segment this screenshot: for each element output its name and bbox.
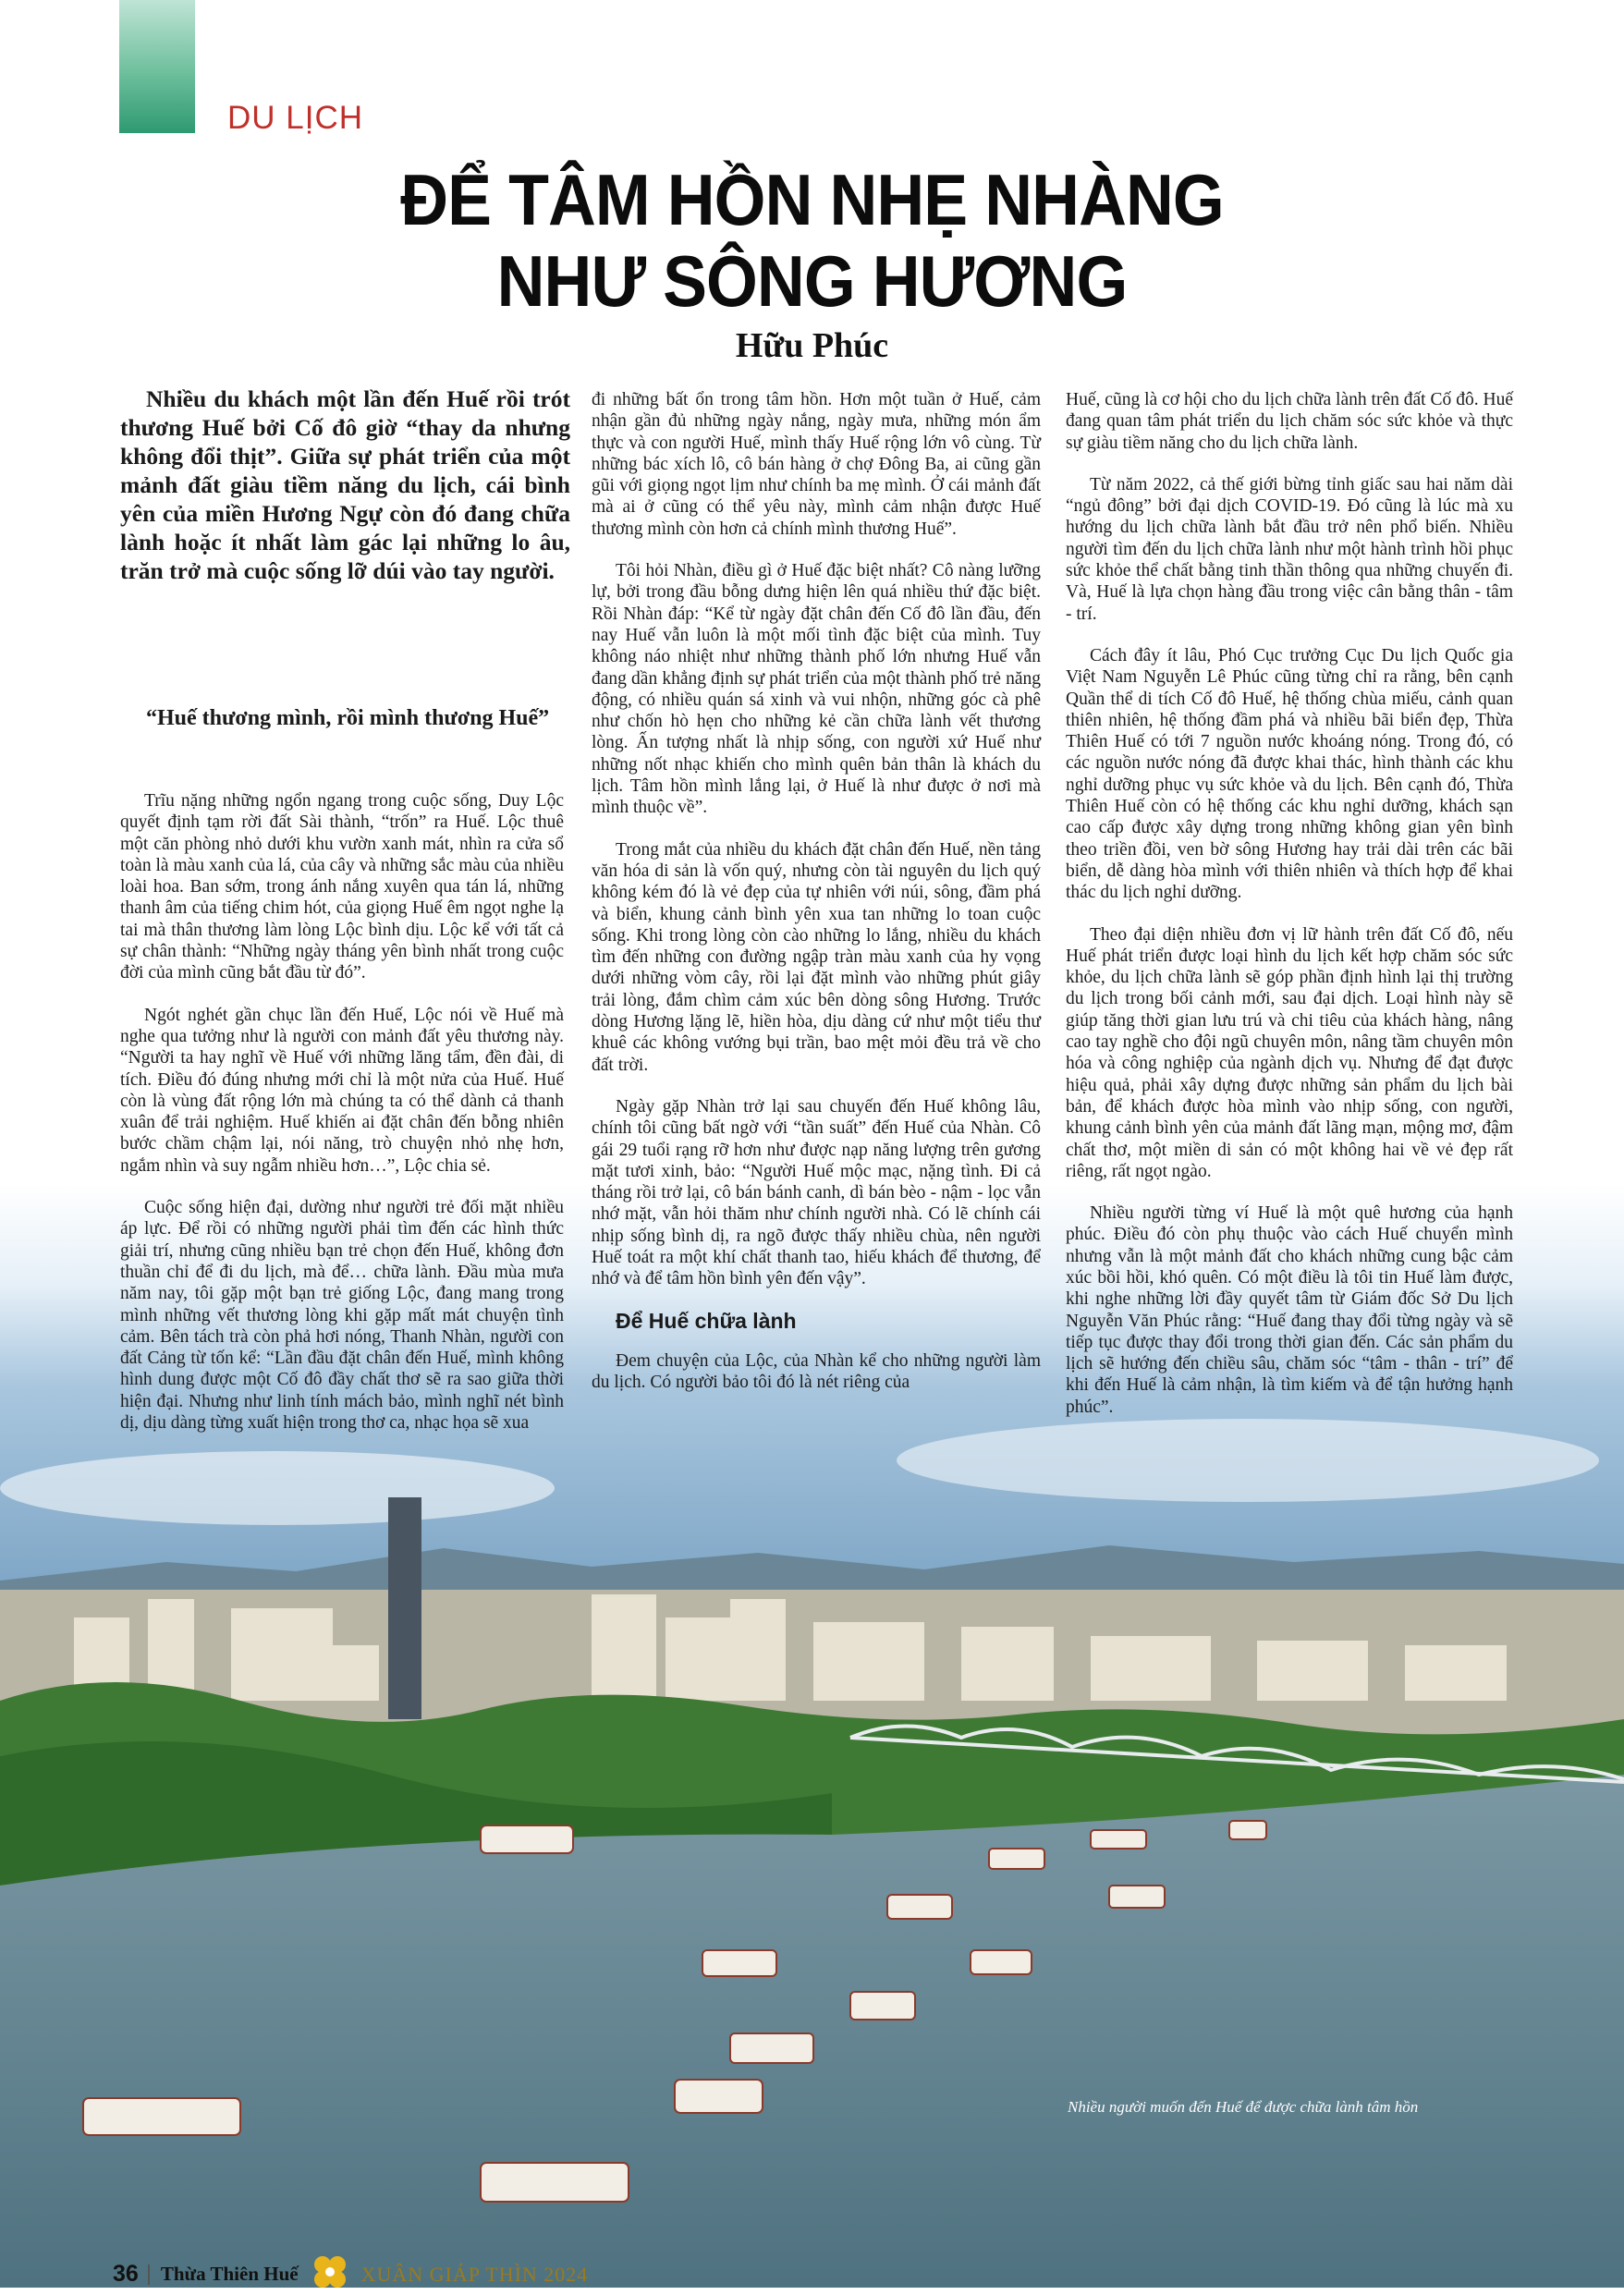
column-1 [120, 790, 564, 1454]
page-footer [113, 2253, 588, 2295]
subheading-hue-thuong-minh: “Huế thương mình, rồi mình thương Huế” [146, 706, 550, 730]
paragraph: Theo đại diện nhiều đơn vị lữ hành trên đất Cố đô, nếu Huế phát triển được loại hình du lịch kết hợp chăm sóc sức khỏe, du lịch chữa lành sẽ góp phần định hình lại thị trường du lịch trong bối cảnh mới, sau đại dịch. Loại hình này sẽ giúp tăng thời gian lưu trú và chi tiêu của khách hàng, nâng cao tay nghề cho đội ngũ chuyên môn, nâng tầm chuyên môn hóa và công nghiệp của ngành dịch vụ. Nhưng để đạt được hiệu quả, phải xây dựng được những sản phẩm du lịch bài bản, để khách được hòa mình vào nhịp sống, con người, khung cảnh bình yên của mảnh đất lãng mạn, mộng mơ, đậm chất thơ, một miền di sản có một không hai về vẻ đẹp rất riêng, rất ngọt ngào. [1066, 924, 1513, 1181]
paragraph: Từ năm 2022, cả thế giới bừng tỉnh giấc sau hai năm dài “ngủ đông” bởi đại dịch COVID-19. Đó cũng là lúc mà xu hướng du lịch chữa lành bắt đầu trở nên phổ biến. Nhiều người tìm đến du lịch chữa lành như một hành trình hồi phục sức khỏe thể chất bằng tinh thần thông qua những chuyến đi. Và, Huế là lựa chọn hàng đầu trong việc cân bằng thân - tâm - trí. [1066, 474, 1513, 624]
section-label: DU LỊCH [227, 100, 364, 136]
paragraph: Tôi hỏi Nhàn, điều gì ở Huế đặc biệt nhất? Cô nàng lưỡng lự, bởi trong đầu bỗng dưng hiện lên quá nhiều thứ đặc biệt. Rồi Nhàn đáp: “Kể từ ngày đặt chân đến Cố đô lần đầu, đến nay Huế vẫn luôn là một mối tình đặc biệt của mình. Tuy không náo nhiệt như những thành phố lớn nhưng Huế vẫn đang dần khẳng định sự phát triển của một thành phố trẻ năng động, có nhiều quán sá xinh và vui nhộn, những góc cà phê như chốn hò hẹn cho những kẻ cần chữa lành vết thương lòng. Ấn tượng nhất là nhịp sống, con người xứ Huế như những nốt nhạc khiến cho mình quên bản thân là khách du lịch. Tâm hồn mình lắng lại, ở Huế là như được ở nơi mà mình thuộc về”. [592, 561, 1041, 818]
paragraph: Huế, cũng là cơ hội cho du lịch chữa lành trên đất Cố đô. Huế đang quan tâm phát triển du lịch chăm sóc sức khỏe và thực sự giàu tiềm năng cho du lịch chữa lành. [1066, 390, 1513, 453]
flower-logo-icon [310, 2253, 350, 2295]
section-color-bar [119, 0, 195, 133]
paragraph: Đem chuyện của Lộc, của Nhàn kể cho những người làm du lịch. Có người bảo tôi đó là nét riêng của [592, 1350, 1041, 1393]
article-title [65, 159, 1558, 322]
paragraph: Cuộc sống hiện đại, dường như người trẻ đối mặt nhiều áp lực. Để rồi có những người phải tìm đến các hình thức giải trí, nhưng cũng nhiều bạn trẻ chọn đến Huế, không đơn thuần chỉ để đi du lịch, mà để… chữa lành. Đầu mùa mưa năm nay, tôi gặp một bạn trẻ giống Lộc, đang mang trong mình những vết thương lòng khi gặp mất mát chuyện tình cảm. Bên tách trà còn phả hơi nóng, Thanh Nhàn, người con đất Cảng từ tốn kể: “Lần đầu đặt chân đến Huế, mình không hình dung được một Cố đô đầy chất thơ sẽ ra sao giữa thời hiện đại. Nhưng như linh tính mách bảo, mình nghĩ nét bình dị, dịu dàng từng xuất hiện trong thơ ca, nhạc họa sẽ xua [120, 1198, 564, 1434]
page-number: 36 [113, 2261, 139, 2287]
paragraph: đi những bất ổn trong tâm hồn. Hơn một tuần ở Huế, cảm nhận gần đủ những ngày nắng, ngày mưa, những món ẩm thực và con người Huế, mình thấy Huế rộng lớn vô cùng. Từ những bác xích lô, cô bán hàng ở chợ Đông Ba, ai cũng gần gũi với giọng ngọt lịm như chính ba mẹ mình. Ở cái mảnh đất mà ai ở cũng có thể yêu này, mình cảm nhận được Huế thương mình còn hơn cả chính mình thương Huế”. [592, 390, 1041, 539]
paragraph: Trĩu nặng những ngổn ngang trong cuộc sống, Duy Lộc quyết định tạm rời đất Sài thành, “trốn” ra Huế. Lộc thuê một căn phòng nhỏ dưới khu vườn xanh mát, nhìn ra cửa sổ toàn là màu xanh của lá, của cây và những sắc màu của nhiều loài hoa. Ban sớm, trong ánh nắng xuyên qua tán lá, những thanh âm của tiếng chim hót, của giọng Huế êm ngọt nghe lạ tai mà thân thương làm lòng Lộc bình dịu. Lộc kể với tất cả sự chân thành: “Những ngày tháng yên bình nhất trong cuộc đời của mình cũng bắt đầu từ đó”. [120, 791, 564, 983]
subheading-de-hue-chua-lanh: Để Huế chữa lành [616, 1308, 797, 1333]
paragraph: Ngót nghét gần chục lần đến Huế, Lộc nói về Huế mà nghe qua tưởng như là người con mảnh đất yêu thương này. “Người ta hay nghĩ về Huế với những lăng tẩm, đền đài, di tích. Điều đó đúng nhưng mới chỉ là một nửa của Huế. Huế còn là vùng đất rộng lớn mà chúng ta có thể dành cả thanh xuân để trải nghiệm. Huế khiến ai đặt chân đến bỗng nhiên bước chầm chậm lại, nói năng, trò chuyện nhỏ nhẹ hơn, ngắm nhìn và suy ngẫm nhiều hơn…”, Lộc chia sẻ. [120, 1005, 564, 1176]
magazine-name: Thừa Thiên Huế [160, 2263, 299, 2285]
paragraph: Nhiều người từng ví Huế là một quê hương của hạnh phúc. Điều đó còn phụ thuộc vào cách Huế chuyển mình nhưng vẫn là một mảnh đất cho khách những cung bậc cảm xúc bồi hồi, khó quên. Có một điều là tôi tin Huế làm được, khi nghe những lời đầy quyết tâm từ Giám đốc Sở Du lịch Nguyễn Văn Phúc rằng: “Huế đang thay đổi từng ngày và sẽ tiếp tục được thay đổi trong thời gian đến. Các sản phẩm du lịch sẽ hướng đến chiều sâu, chăm sóc “tâm - thân - trí” để khi đến Huế là cảm nhận, là tìm kiếm và để tận hưởng hạnh phúc”. [1066, 1203, 1513, 1417]
paragraph: Cách đây ít lâu, Phó Cục trưởng Cục Du lịch Quốc gia Việt Nam Nguyễn Lê Phúc cũng từng chỉ ra rằng, bên cạnh Quần thể di tích Cố đô Huế, hệ thống chùa miếu, cảnh quan thiên nhiên, hệ thống đầm phá và nhiều bãi biển đẹp, Thừa Thiên Huế có tới 7 nguồn nước khoáng nóng. Trong đó, có các nguồn nước nóng đã được khai thác, hình thành các khu nghỉ dưỡng phục vụ sức khỏe và du lịch. Bên cạnh đó, Thừa Thiên Huế còn có hệ thống các khu nghỉ dưỡng, khách sạn cao cấp được xây dựng trong những không gian yên bình theo triền đồi, ven bờ sông Hương hay trải dài trên các bãi biển, dễ dàng hòa mình với thiên nhiên và thích hợp để khai thác du lịch nghỉ dưỡng. [1066, 645, 1513, 903]
photo-caption: Nhiều người muốn đến Huế để được chữa lành tâm hồn [1068, 2098, 1419, 2116]
title-line-2: NHƯ SÔNG HƯƠNG [496, 240, 1128, 322]
footer-divider [148, 2264, 150, 2285]
title-line-1: ĐỂ TÂM HỒN NHẸ NHÀNG [400, 159, 1224, 240]
author-name: Hữu Phúc [735, 326, 889, 365]
column-2 [592, 389, 1041, 1413]
issue-label: XUÂN GIÁP THÌN 2024 [360, 2262, 589, 2286]
lead-paragraph: Nhiều du khách một lần đến Huế rồi trót thương Huế bởi Cố đô giờ “thay da nhưng không đổi thịt”. Giữa sự phát triển của một mảnh đất giàu tiềm năng du lịch, cái bình yên của miền Hương Ngự còn đó đang chữa lành hoặc ít nhất làm gác lại những lo âu, trăn trở mà cuộc sống lỡ dúi vào tay người. [120, 385, 570, 584]
paragraph: Trong mắt của nhiều du khách đặt chân đến Huế, nền tảng văn hóa di sản là vốn quý, nhưng còn tài nguyên du lịch quý không kém đó là vẻ đẹp của tự nhiên với núi, sông, đầm phá và biển, khung cảnh bình yên xua tan những lo toan cuộc sống. Khi trong lòng còn cào những lo lắng, nhiều du khách tìm đến những con đường ngập tràn màu xanh của hy vọng dưới những vòm cây, rồi lại đặt mình vào những phút giây trải lòng, đắm chìm cảm xúc bên dòng sông Hương. Trước dòng Hương lặng lẽ, hiền hòa, dịu dàng cứ như một tiểu thư khuê các không vướng bụi trần, bao mệt mỏi đều trả về cho đất trời. [592, 839, 1041, 1075]
column-3 [1066, 389, 1513, 1438]
paragraph: Ngày gặp Nhàn trở lại sau chuyến đến Huế không lâu, chính tôi cũng bất ngờ với “tần suất” đến Huế của Nhàn. Cô gái 29 tuổi rạng rỡ hơn như được nạp năng lượng trên gương mặt tươi xinh, bảo: “Người Huế mộc mạc, nặng tình. Đi cả tháng rồi trở lại, cô bán bánh canh, dì bán bèo - nậm - lọc vẫn nhớ mặt, vẫn hỏi thăm như chính người nhà. Có lẽ chính cái nhịp sống bình dị, ra ngõ được thấy nhiều chùa, nên người Huế toát ra một khí chất thanh tao, hiếu khách để thương, để nhớ và để tâm hồn bình yên đến vậy”. [592, 1096, 1041, 1289]
